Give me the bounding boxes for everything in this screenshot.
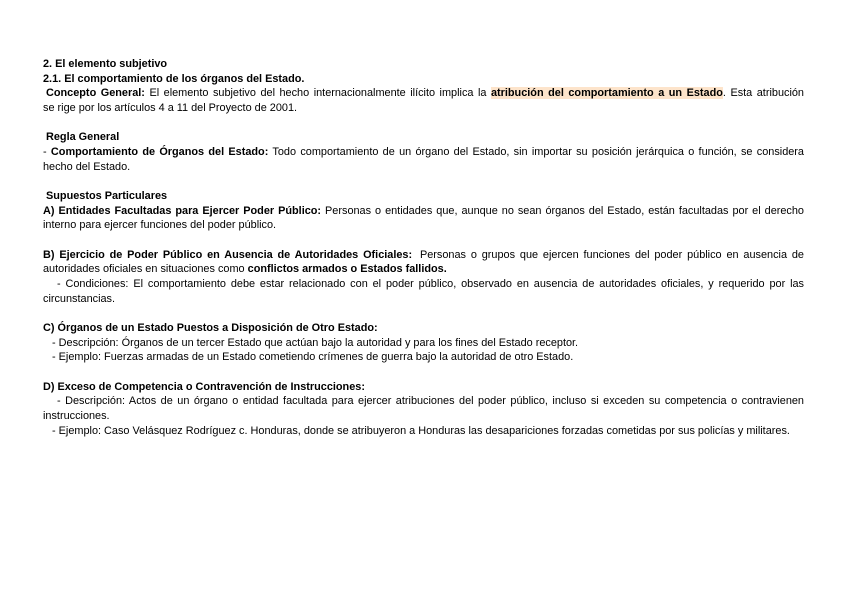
regla-general-text: Todo comportamiento de un órgano del Estado, sin importar su posición jerárquica o función, se considera [272, 146, 804, 159]
subsection-heading: 2.1. El comportamiento de los órganos del Estado. [43, 72, 305, 85]
supuesto-a-text: Personas o entidades que, aunque no sean órganos del Estado, están facultadas por el derecho [325, 204, 804, 217]
concepto-general-line-2: se rige por los artículos 4 a 11 del Proyecto de 2001. [43, 102, 298, 115]
highlighted-phrase: atribución del comportamiento a un Estado [490, 87, 723, 100]
section-heading: 2. El elemento subjetivo [43, 58, 168, 70]
spacer [43, 174, 804, 189]
supuesto-b-line-2 [43, 262, 804, 277]
document-page [43, 57, 804, 438]
supuesto-a-line-2: interno para ejercer funciones del poder público. [43, 219, 277, 232]
supuesto-d-descripcion-line-1: - Descripción: Actos de un órgano o entidad facultada para ejercer atribuciones del poder público, incluso si exceden su competencia o contravienen [57, 395, 804, 408]
list-dash: - [43, 146, 47, 159]
regla-general-line-2: hecho del Estado. [43, 160, 131, 173]
spacer [43, 365, 804, 380]
supuesto-c-descripcion: - Descripción: Órganos de un tercer Estado que actúan bajo la autoridad y para los fines del Estado receptor. [52, 336, 579, 349]
spacer [43, 306, 804, 321]
supuesto-d-descripcion-line-2: instrucciones. [43, 410, 110, 423]
supuesto-c-ejemplo: - Ejemplo: Fuerzas armadas de un Estado cometiendo crímenes de guerra bajo la autoridad de otro Estado. [52, 351, 574, 364]
supuesto-c-label: C) Órganos de un Estado Puestos a Disposición de Otro Estado: [43, 322, 378, 335]
supuesto-a-line-1 [43, 204, 804, 219]
regla-general-line-1 [43, 145, 804, 160]
concepto-general-label: Concepto General: [46, 87, 145, 100]
supuestos-title: Supuestos Particulares [46, 190, 168, 203]
supuesto-d-label: D) Exceso de Competencia o Contravención de Instrucciones: [43, 380, 365, 393]
spacer [43, 233, 804, 248]
regla-general-label: Comportamiento de Órganos del Estado: [50, 146, 269, 159]
supuesto-b-line-2-text: autoridades oficiales en situaciones como [43, 263, 245, 276]
supuesto-b-condiciones-line-2: circunstancias. [43, 292, 116, 305]
regla-general-title: Regla General [46, 131, 120, 144]
supuesto-b-condiciones-line-1: - Condiciones: El comportamiento debe estar relacionado con el poder público, observado en ausencia de autoridades oficiales, y requerido por las [57, 278, 804, 291]
supuesto-b-label: B) Ejercicio de Poder Público en Ausencia de Autoridades Oficiales: [43, 248, 413, 261]
spacer [43, 116, 804, 131]
supuesto-a-label: A) Entidades Facultadas para Ejercer Poder Público: [43, 204, 322, 217]
concepto-general-tail: . Esta atribución [722, 87, 804, 100]
supuesto-b-line-2-bold: conflictos armados o Estados fallidos. [247, 263, 447, 276]
supuesto-b-text: Personas o grupos que ejercen funciones del poder público en ausencia de [419, 248, 804, 261]
supuesto-d-ejemplo: - Ejemplo: Caso Velásquez Rodríguez c. Honduras, donde se atribuyeron a Honduras las desapariciones forzadas cometidas por sus policías y militares. [52, 424, 790, 437]
concepto-general-line-1 [43, 86, 804, 101]
concepto-general-text: El elemento subjetivo del hecho internacionalmente ilícito implica la [149, 87, 487, 100]
supuesto-b-line-1 [43, 248, 804, 263]
